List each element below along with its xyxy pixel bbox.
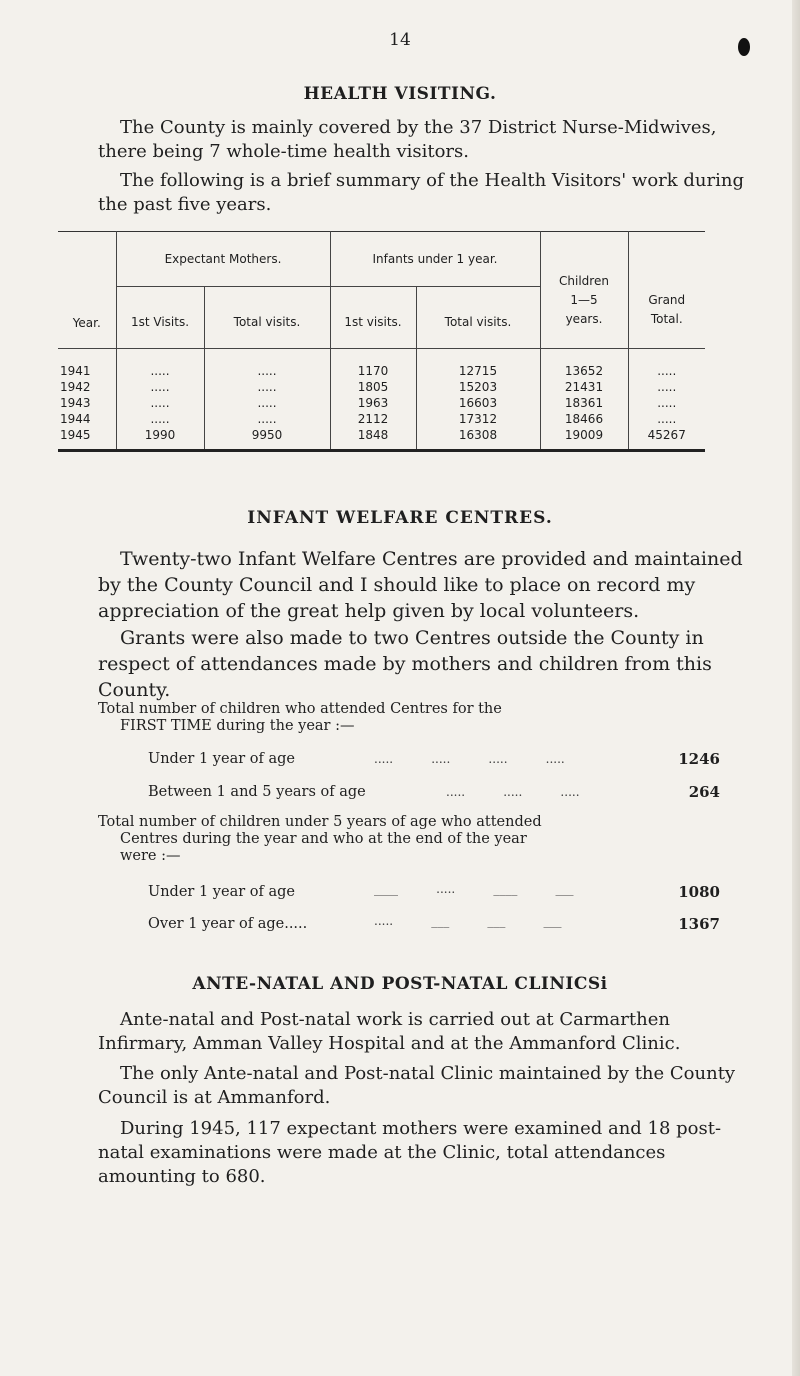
table-cell: 18466 xyxy=(564,412,604,426)
table-cell: 16308 xyxy=(458,428,498,442)
table-cell: 9950 xyxy=(251,428,283,442)
col-inf-first-label: 1st visits. xyxy=(344,315,402,329)
infant-welfare-paragraph-2-text: Grants were also made to two Centres outside the County in respect of attendances made by mothers and children from this County. xyxy=(98,627,712,701)
infant-welfare-paragraph-2 xyxy=(98,625,758,703)
cell-inf-total xyxy=(416,349,540,451)
stats2-row-value: 1080 xyxy=(678,883,720,901)
table-cell: ..... xyxy=(657,380,677,394)
col-year-label: Year. xyxy=(72,316,101,330)
clinics-heading: ANTE-NATAL AND POST-NATAL CLINICSi xyxy=(192,974,608,994)
stats1-heading-line2: FIRST TIME during the year :— xyxy=(120,718,355,734)
col-inf-total-label: Total visits. xyxy=(444,315,512,329)
clinics-paragraph-3 xyxy=(98,1117,758,1189)
table-cell: 18361 xyxy=(564,396,604,410)
table-cell: 1170 xyxy=(357,364,389,378)
page-number: 14 xyxy=(389,30,411,50)
cell-inf-first xyxy=(330,349,416,451)
table-cell: ..... xyxy=(150,412,170,426)
health-visitors-table xyxy=(58,231,705,452)
col-children-header xyxy=(540,232,628,349)
infant-welfare-paragraph-1-text: Twenty-two Infant Welfare Centres are provided and maintained by the County Council and I should like to place on record my appreciation of the great help given by local volunteers. xyxy=(98,548,743,622)
table-cell: 2112 xyxy=(357,412,389,426)
table-cell: ..... xyxy=(657,364,677,378)
col-infants-header xyxy=(330,232,540,287)
health-visiting-paragraph-2 xyxy=(98,169,758,217)
stats1-row-value: 1246 xyxy=(678,750,720,768)
clinics-paragraph-1 xyxy=(98,1008,758,1056)
table-row-year: 1941 xyxy=(60,364,91,378)
cell-grand xyxy=(628,349,705,451)
table-cell: 1848 xyxy=(357,428,389,442)
col-grand-line1: Grand xyxy=(648,292,686,307)
cell-em-first xyxy=(116,349,204,451)
cell-children xyxy=(540,349,628,451)
table-cell: ..... xyxy=(257,396,277,410)
infant-welfare-heading: INFANT WELFARE CENTRES. xyxy=(247,508,553,528)
col-children-line3: years. xyxy=(565,312,603,326)
table-cell: 1963 xyxy=(357,396,389,410)
table-cell: 16603 xyxy=(458,396,498,410)
ink-blot xyxy=(738,38,750,56)
table-cell: 19009 xyxy=(564,428,604,442)
stats1-row-dots: ..... ..... ..... xyxy=(446,785,580,799)
cell-years xyxy=(58,349,116,451)
table-cell: ..... xyxy=(657,396,677,410)
col-infants-label: Infants under 1 year. xyxy=(372,252,498,266)
col-em-total-visits-header xyxy=(204,287,330,349)
table-body-row xyxy=(58,349,705,451)
col-grand-line2: Total. xyxy=(650,311,683,326)
clinics-paragraph-3-text: During 1945, 117 expectant mothers were examined and 18 post-natal examinations were made at the Clinic, total attendances amounting to 680. xyxy=(98,1118,722,1187)
table-cell: ..... xyxy=(150,380,170,394)
clinics-paragraph-1-text: Ante-natal and Post-natal work is carried out at Carmarthen Infirmary, Amman Valley Hospital and at the Ammanford Clinic. xyxy=(98,1009,681,1054)
stats2-row-dots: ..... ___ ___ ___ xyxy=(374,914,562,928)
stats2-row-label: Under 1 year of age xyxy=(148,884,295,900)
table-row-year: 1945 xyxy=(60,428,91,442)
stats2-row-dots: ____ ..... ____ ___ xyxy=(374,882,574,896)
table-cell: ..... xyxy=(257,412,277,426)
infant-welfare-paragraph-1 xyxy=(98,546,758,624)
stats2-row-label: Over 1 year of age..... xyxy=(148,916,308,932)
health-visiting-heading: HEALTH VISITING. xyxy=(303,84,497,104)
col-em-first-label: 1st Visits. xyxy=(130,315,190,329)
table-cell: ..... xyxy=(657,412,677,426)
table-cell: 15203 xyxy=(458,380,498,394)
table-cell: 45267 xyxy=(647,428,686,442)
stats2-heading-line3: were :— xyxy=(120,848,181,864)
col-children-line1: Children xyxy=(559,274,609,288)
table-row-year: 1942 xyxy=(60,380,91,394)
col-inf-total-visits-header xyxy=(416,287,540,349)
table-cell: 17312 xyxy=(458,412,498,426)
table-cell: ..... xyxy=(257,380,277,394)
health-visiting-paragraph-1-text: The County is mainly covered by the 37 District Nurse-Midwives, there being 7 whole-time health visitors. xyxy=(98,117,717,162)
table-cell: 21431 xyxy=(564,380,604,394)
table-cell: ..... xyxy=(150,396,170,410)
table-cell: 1805 xyxy=(357,380,389,394)
table-cell: 12715 xyxy=(458,364,498,378)
col-expectant-mothers-label: Expectant Mothers. xyxy=(164,252,282,266)
clinics-paragraph-2 xyxy=(98,1062,758,1110)
table-row-year: 1943 xyxy=(60,396,91,410)
table-row-year: 1944 xyxy=(60,412,91,426)
col-year-header xyxy=(58,232,116,349)
stats1-row-value: 264 xyxy=(688,783,720,801)
stats1-heading-line1: Total number of children who attended Centres for the xyxy=(98,701,502,717)
col-em-total-label: Total visits. xyxy=(233,315,301,329)
table-cell: 13652 xyxy=(564,364,604,378)
clinics-paragraph-2-text: The only Ante-natal and Post-natal Clinic maintained by the County Council is at Ammanford. xyxy=(98,1063,736,1108)
stats2-row-value: 1367 xyxy=(678,915,720,933)
stats1-row-dots: ..... ..... ..... ..... xyxy=(374,752,565,766)
table-cell: 1990 xyxy=(144,428,176,442)
col-children-line2: 1—5 xyxy=(570,293,598,307)
table-cell: ..... xyxy=(257,364,277,378)
col-grand-total-header xyxy=(628,232,705,349)
health-visiting-paragraph-2-text: The following is a brief summary of the Health Visitors' work during the past five years. xyxy=(98,170,744,215)
cell-em-total xyxy=(204,349,330,451)
health-visiting-paragraph-1 xyxy=(98,116,758,164)
stats2-heading-line2: Centres during the year and who at the end of the year xyxy=(120,831,527,847)
stats1-row-label: Under 1 year of age xyxy=(148,751,295,767)
col-inf-first-visits-header xyxy=(330,287,416,349)
col-em-first-visits-header xyxy=(116,287,204,349)
stats2-heading-line1: Total number of children under 5 years of age who attended xyxy=(98,814,542,830)
stats1-row-label: Between 1 and 5 years of age xyxy=(148,784,366,800)
table-cell: ..... xyxy=(150,364,170,378)
col-expectant-mothers-header xyxy=(116,232,330,287)
page-edge-shadow xyxy=(792,0,800,1376)
